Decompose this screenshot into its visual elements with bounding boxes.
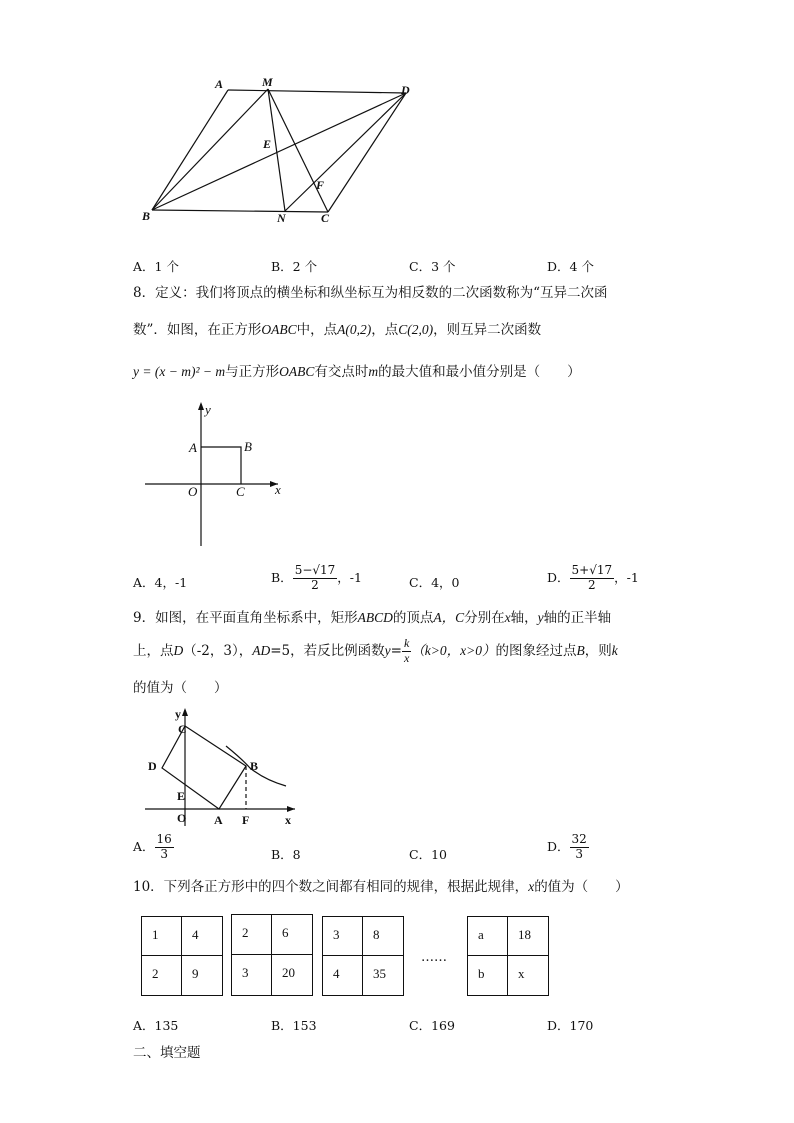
q9-fraction-k: k: [403, 636, 410, 650]
q7-option-b: B．2 个: [271, 259, 318, 274]
q9-option-a-prefix: A．: [133, 838, 155, 854]
q9-line1-y: y: [537, 610, 544, 625]
q10-sq1-cell: 4: [182, 917, 222, 956]
q8-line3-oabc: OABC: [279, 364, 315, 379]
q8-option-d-suffix: ，-1: [614, 569, 639, 585]
q9-fraction-k-over-x: [402, 637, 411, 666]
q7-label-C: C: [321, 211, 330, 225]
q8-option-b-den: 2: [311, 577, 319, 592]
q7-option-a: A．1 个: [133, 259, 179, 274]
q8-option-a: A．4，-1: [133, 575, 188, 590]
q9-line1-d: 轴，: [510, 610, 538, 626]
q8-label-B: B: [244, 439, 252, 454]
q7-option-c: C．3 个: [409, 259, 456, 274]
q9-label-y: y: [175, 707, 181, 721]
q9-fraction-x: x: [403, 650, 410, 665]
q8-option-b-suffix: ，-1: [337, 569, 362, 585]
q10-option-b: B．153: [271, 1018, 317, 1033]
q9-line1-c: 分别在: [464, 610, 505, 626]
q9-option-b: B．8: [271, 847, 301, 862]
q9-label-D: D: [148, 759, 157, 773]
q10-ellipsis: ……: [421, 950, 447, 965]
q10-sq4-cell: 18: [508, 917, 548, 956]
q8-line2-a: 数”．如图，在正方形: [133, 322, 262, 338]
q7-label-A: A: [215, 77, 224, 91]
q10-sq4-cell: x: [518, 966, 525, 981]
q9-label-E: E: [177, 789, 186, 803]
q8-label-O: O: [188, 484, 198, 499]
q9-option-c: C．10: [409, 847, 447, 862]
q9-line2-b: （-2，3），: [183, 642, 253, 659]
q9-line1-x: x: [504, 610, 511, 625]
q10-stem-x: x: [528, 879, 535, 894]
q7-label-E: E: [263, 137, 272, 151]
q10-square-4: [467, 916, 549, 996]
q10-stem: [133, 880, 629, 895]
q7-label-M: M: [262, 75, 273, 89]
q8-line3-a: 与正方形: [225, 364, 280, 380]
q8-option-d-num: 5+√17: [571, 563, 613, 577]
q8-option-c: C．4，0: [409, 575, 460, 590]
q8-formula: y = (x − m)² − m: [133, 364, 226, 379]
q10-sq1-cell: 1: [142, 917, 182, 956]
q10-option-c: C．169: [409, 1018, 455, 1033]
q9-option-d-den: 3: [575, 846, 583, 861]
q9-label-C: C: [178, 722, 187, 736]
q8-line1: 8．定义：我们将顶点的横坐标和纵坐标互为相反数的二次函数称为“互异二次函: [133, 285, 608, 301]
q8-point-c: C(2,0): [398, 322, 434, 337]
q10-sq1-cell: 2: [142, 956, 182, 995]
q8-line3-b: 有交点时: [314, 364, 369, 380]
q8-option-d: [547, 564, 639, 593]
q9-line1-b: 的顶点: [392, 610, 434, 626]
q10-sq1-cell: 9: [192, 966, 199, 981]
q8-line2-oabc: OABC: [261, 322, 297, 337]
q8-option-b: [271, 564, 362, 593]
q10-sq2-cell: 6: [272, 915, 312, 955]
q9-line1-ac: A，C: [433, 610, 465, 625]
q9-label-A: A: [214, 813, 223, 827]
q9-figure: [140, 704, 305, 829]
q9-label-O: O: [177, 811, 187, 825]
q10-sq4-cell: a: [468, 917, 508, 956]
q10-square-2: [231, 914, 313, 996]
q8-line2-b: 中，点: [296, 322, 338, 338]
section-heading-fill-in: 二、填空题: [133, 1045, 201, 1061]
q9-option-d-num: 32: [571, 832, 587, 846]
q9-option-a: [133, 833, 174, 862]
q7-label-B: B: [142, 209, 151, 223]
q8-label-C: C: [236, 484, 245, 499]
q9-line2-a: 上，点: [133, 642, 174, 659]
q8-line3: [133, 365, 581, 380]
q8-line2-d: ，则互异二次函数: [433, 322, 542, 338]
q9-line2-k: k: [611, 642, 618, 658]
q9-line1: [133, 611, 611, 626]
q9-line2-e: ，则: [584, 642, 612, 659]
q10-sq3-cell: 8: [363, 917, 403, 956]
q9-line2-AD: AD: [252, 642, 271, 658]
q8-option-d-prefix: D．: [547, 569, 570, 585]
q8-option-d-den: 2: [588, 577, 596, 592]
q7-label-D: D: [401, 83, 410, 97]
q9-line1-abcd: ABCD: [357, 610, 393, 625]
q9-line1-e: 轴的正半轴: [543, 610, 612, 626]
q8-point-a: A(0,2): [337, 322, 372, 337]
q10-option-d: D．170: [547, 1018, 594, 1033]
q9-option-a-fraction: [155, 833, 174, 862]
q7-label-N: N: [277, 211, 286, 225]
q8-line2: [133, 323, 541, 338]
q10-sq3-cell: 3: [323, 917, 363, 956]
q9-option-d: [547, 833, 589, 862]
q10-sq3-cell: 35: [373, 966, 386, 981]
q10-square-1: [141, 916, 223, 996]
q8-label-x: x: [275, 482, 281, 497]
q7-label-F: F: [316, 178, 325, 192]
q9-line3: 的值为（ ）: [133, 680, 228, 696]
q9-line2-eq: =: [390, 642, 402, 659]
q9-line2: [133, 637, 618, 666]
q9-line2-cond: （k>0，x>0）: [411, 642, 496, 658]
q8-line3-m: m: [368, 364, 379, 379]
q8-line2-c: ，点: [371, 322, 399, 338]
q9-line2-B: B: [576, 642, 585, 658]
q8-option-b-num: 5−√17: [294, 563, 336, 577]
q10-sq4-cell: b: [468, 956, 508, 995]
q9-line2-D: D: [173, 642, 184, 658]
q9-label-B: B: [250, 759, 259, 773]
q8-label-A: A: [189, 440, 197, 455]
q8-option-b-fraction: [293, 564, 338, 593]
q9-option-a-num: 16: [156, 832, 172, 846]
q8-label-y: y: [205, 402, 211, 417]
q9-line2-d: 的图象经过点: [495, 642, 577, 659]
q10-square-3: [322, 916, 404, 996]
q9-line2-c: =5，若反比例函数: [270, 642, 385, 659]
q9-line2-y: y: [384, 642, 391, 658]
q10-sq3-cell: 4: [323, 956, 363, 995]
q8-option-d-fraction: [570, 564, 615, 593]
q7-option-d: D．4 个: [547, 259, 594, 274]
q8-figure: [140, 398, 290, 550]
q8-line3-c: 的最大值和最小值分别是（ ）: [378, 364, 581, 380]
q9-option-a-den: 3: [160, 846, 168, 861]
q10-sq2-cell: 2: [232, 915, 272, 955]
q9-line1-a: 9．如图，在平面直角坐标系中，矩形: [133, 610, 358, 626]
q10-stem-b: 的值为（ ）: [534, 879, 629, 895]
q10-stem-a: 10．下列各正方形中的四个数之间都有相同的规律，根据此规律，: [133, 879, 529, 895]
q9-label-F: F: [242, 813, 250, 827]
q10-sq2-cell: 3: [232, 955, 272, 995]
q10-sq2-cell: 20: [282, 965, 295, 980]
q7-figure: [135, 72, 425, 232]
q9-option-d-fraction: [570, 833, 589, 862]
q9-label-x: x: [285, 813, 291, 827]
q9-option-d-prefix: D．: [547, 838, 570, 854]
q8-option-b-prefix: B．: [271, 569, 293, 585]
q10-option-a: A．135: [133, 1018, 179, 1033]
